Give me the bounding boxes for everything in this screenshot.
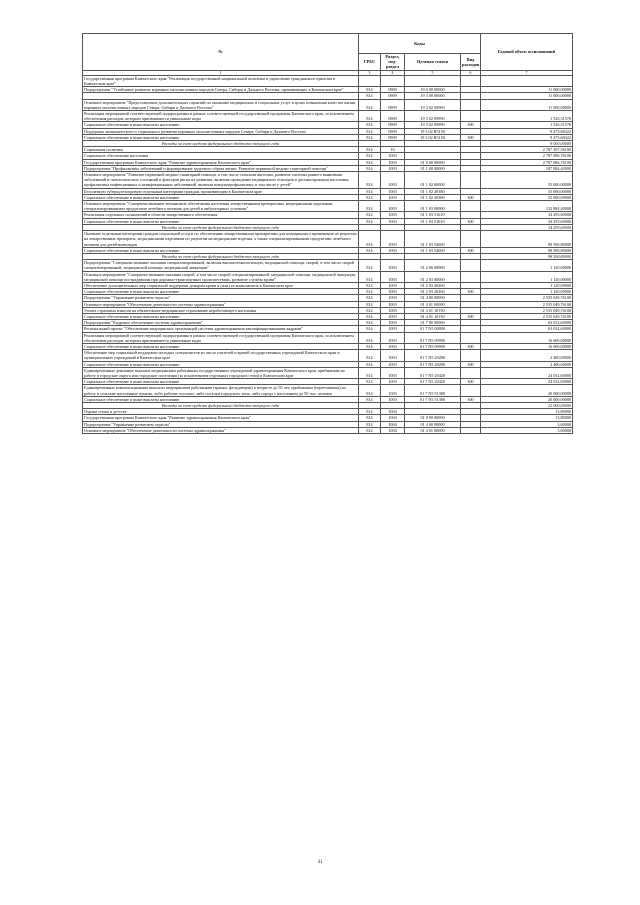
row-expense-type: 300 (461, 361, 481, 367)
row-amount: 2 535 049,76100 (481, 295, 573, 301)
row-amount: 98 590,80000 (481, 253, 573, 259)
row-name: Основное мероприятие "Развитие первичной медико-санитарной помощи, в том числе сельским жителям, развитие системы раннего выявления заболеваний и патологических состояний и факторов риска их развития, включая проведение медицинских осмотров и диспансеризации населения, профилактика инфекционных и неинфекционных заболеваний, включая иммунопрофилактику, в том числе у детей" (83, 172, 359, 189)
row-grbs: 814 (359, 350, 381, 361)
row-section: 0909 (381, 111, 405, 122)
row-section: 1003 (381, 307, 405, 313)
row-amount: 55 000,00000 (481, 172, 573, 189)
row-expense-type: 300 (461, 396, 481, 402)
row-name: Обеспечение дополнительных мер социальной поддержки донорам крови и (или) ее компонентов в Камчатском крае (83, 282, 359, 288)
row-target: 01 1 02 20380 (405, 188, 461, 194)
row-target: 01 2 03 20260 (405, 282, 461, 288)
row-amount: 9 000,00000 (481, 141, 573, 147)
row-section: 1003 (381, 188, 405, 194)
row-amount: 63 032,60000 (481, 320, 573, 326)
row-grbs: 814 (359, 260, 381, 271)
table-row (83, 385, 573, 396)
index-cell: 7 (481, 70, 573, 75)
row-amount: 1 120,00000 (481, 260, 573, 271)
row-amount: 2 535 049,76100 (481, 313, 573, 319)
row-section: 0909 (381, 134, 405, 140)
table-row (83, 99, 573, 110)
page-number: 41 (317, 860, 323, 865)
row-grbs: 814 (359, 361, 381, 367)
row-expense-type (461, 172, 481, 189)
table-row (83, 111, 573, 122)
table-row (83, 201, 573, 212)
row-target: 01 0 00 00000 (405, 415, 461, 421)
row-section: 1003 (381, 320, 405, 326)
row-amount: 20 000,00000 (481, 385, 573, 396)
row-name: Единовременные компенсационные выплаты медицинским работникам (врачам, фельдшерам) в возрасте до 50 лет, прибывшим (переехавшим) на работу в сельские населенные пункты, либо рабочие поселки, либо поселки городского типа, либо города с населением до 50 тыс. человек (83, 385, 359, 396)
row-target: 01 7 N5 00000 (405, 326, 461, 332)
header-grbs: ГРБС (359, 54, 381, 71)
row-amount: 2 787 086,76100 (481, 159, 573, 165)
row-section: 1003 (381, 218, 405, 224)
row-target: 01 4 01 10150 (405, 313, 461, 319)
row-name: Основное мероприятие "Предоставление дополнительных гарантий по оказанию медицинских и социальных услуг и целях повышения качества жизни коренных малочисленных народов Севера, Сибири и Дальнего Востока" (83, 99, 359, 110)
row-target: 01 7 N5 09990 (405, 343, 461, 349)
row-amount: 34 293,60000 (481, 224, 573, 230)
row-grbs: 814 (359, 301, 381, 307)
row-amount: 1 120,00000 (481, 282, 573, 288)
row-amount: 11 000,00000 (481, 93, 573, 99)
row-amount: 2 535 049,76100 (481, 301, 573, 307)
row-name: Уплата страховых взносов на обязательное медицинское страхование неработающего населения (83, 307, 359, 313)
row-name: Реализация мероприятий соответствующей подпрограммы в рамках соответствующей государственной программы Камчатского края, за исключением обеспечения расходов, которым присваиваются уникальные коды (83, 111, 359, 122)
row-target: 01 2 00 00000 (405, 260, 461, 271)
row-amount: 11 000,00000 (481, 87, 573, 93)
row-target: 01 4 01 00000 (405, 427, 461, 433)
header-expense-type: Вид расходов (461, 54, 481, 71)
row-section: 1003 (381, 153, 405, 159)
row-target: 01 2 03 20260 (405, 289, 461, 295)
row-target: 19 3 02 09990 (405, 111, 461, 122)
row-amount: 1 526,31578 (481, 111, 573, 122)
table-row (83, 427, 573, 433)
row-section: 1003 (381, 396, 405, 402)
row-amount: 24 032,60000 (481, 379, 573, 385)
row-section: 1003 (381, 326, 405, 332)
row-name: Оказание отдельным категориям граждан социальной услуги по обеспечению лекарственными препаратами для медицинского применения по рецептам на лекарственные препараты, медицинскими изделиями по рецептам на медицинские изделия, а также специализированными продуктами лечебного питания для детей-инвалидов (84, 231, 357, 247)
row-target: 01 7 N5 20420 (405, 367, 461, 378)
row-grbs: 814 (359, 147, 381, 153)
row-section: 1003 (381, 282, 405, 288)
row-section: 1003 (381, 289, 405, 295)
row-target: 01 4 00 00000 (405, 295, 461, 301)
row-target: 01 1 00 00000 (405, 165, 461, 171)
row-target: 01 7 N5 20420 (405, 379, 461, 385)
row-target: 01 1 03 51610 (405, 212, 461, 218)
index-cell: 3 (359, 70, 381, 75)
row-expense-type (461, 201, 481, 212)
row-grbs: 814 (359, 93, 381, 99)
row-expense-type: 300 (461, 122, 481, 128)
table-row (83, 367, 573, 378)
row-name: Основное мероприятие "Совершенствование механизмов обеспечения населения лекарственными препаратами, медицинскими изделиями, специализированными продуктами лечебного питания для детей в амбулаторных условиях" (83, 201, 359, 212)
row-section: 1003 (381, 343, 405, 349)
row-amount: 98 590,80000 (481, 247, 573, 253)
row-expense-type (461, 75, 481, 86)
row-name: Социальное обеспечение и иные выплаты населению (83, 379, 359, 385)
row-section: 1003 (381, 379, 405, 385)
row-target: 19 3 02 00000 (405, 99, 461, 110)
row-grbs: 814 (359, 367, 381, 378)
row-name: Социальное обеспечение населения (83, 153, 359, 159)
row-amount: 63 032,60000 (481, 326, 573, 332)
row-expense-type: 300 (461, 247, 481, 253)
row-name: Основное мероприятие "Совершенствование оказания скорой, в том числе скорой специализированной, медицинской помощи, медицинской эвакуации, медицинской помощи пострадавшим при дорожно-транспортных происшествиях, развитие службы крови" (83, 271, 359, 282)
row-expense-type: 300 (461, 194, 481, 200)
row-amount: 55 000,00000 (481, 194, 573, 200)
row-name: Социальное обеспечение и иные выплаты населению (83, 343, 359, 349)
row-section: 1004 (381, 415, 405, 421)
row-amount: 12 000,00000 (481, 402, 573, 408)
row-target: 01 0 00 00000 (405, 159, 461, 165)
row-target: 01 4 01 00000 (405, 301, 461, 307)
row-grbs: 814 (359, 111, 381, 122)
table-row (83, 332, 573, 343)
row-grbs: 814 (359, 326, 381, 332)
row-section: 1003 (381, 385, 405, 396)
row-target: 01 1 02 00000 (405, 172, 461, 189)
row-amount: 2 535 049,76100 (481, 307, 573, 313)
row-amount: 2 787 086,76100 (481, 153, 573, 159)
table-header (83, 34, 573, 76)
budget-table (82, 33, 573, 434)
row-grbs: 814 (359, 289, 381, 295)
row-name: Обеспечение мер социальной поддержки молодых специалистов из числа учителей и врачей государственных учреждений Камчатского края и муниципальных учреждений в Камчатском крае (83, 350, 359, 361)
row-expense-type: 300 (461, 379, 481, 385)
row-target: 19 3 02 R5150 (405, 128, 461, 134)
row-target: 01 1 03 51610 (405, 218, 461, 224)
row-expense-type (461, 350, 481, 361)
index-cell: 5 (405, 70, 461, 75)
row-target: 19 3 00 00000 (405, 93, 461, 99)
row-name: Основное мероприятие "Обеспечение деятельности системы здравоохранения" (83, 427, 359, 433)
row-name: Социальная политика (83, 147, 359, 153)
row-name: Расходы за счет средств федерального бюджета текущего года (83, 224, 359, 230)
row-name: Подпрограмма "Устойчивое развитие коренных малочисленных народов Севера, Сибири и Дальнего Востока, проживающих в Камчатском крае" (83, 87, 359, 93)
row-grbs (359, 75, 381, 86)
row-grbs: 814 (359, 99, 381, 110)
row-section: 1003 (381, 172, 405, 189)
row-target: 19 3 02 09990 (405, 122, 461, 128)
row-amount: 13,80000 (481, 415, 573, 421)
row-name: Социальное обеспечение и иные выплаты населению (83, 122, 359, 128)
row-section: 1003 (381, 361, 405, 367)
row-section: 1004 (381, 421, 405, 427)
table-row (83, 350, 573, 361)
row-name: Социальное обеспечение и иные выплаты населению (83, 313, 359, 319)
row-name: Расходы за счет средств федерального бюджета текущего года (83, 402, 359, 408)
row-section: 0909 (381, 122, 405, 128)
row-grbs: 814 (359, 320, 381, 326)
row-amount: 132 884,40000 (481, 201, 573, 212)
row-grbs: 814 (359, 153, 381, 159)
row-section: 1003 (381, 201, 405, 212)
row-expense-type (461, 231, 481, 248)
row-target: 01 1 02 20380 (405, 194, 461, 200)
row-section: 1003 (381, 247, 405, 253)
row-name: Единовременные денежные выплаты медицинским работникам государственных учреждений здравоохранения Камчатского края, прибывшим на работу в городские округа или городские поселения (за исключением отдельных городского типа) в Камчатском крае (83, 367, 359, 378)
budget-table-sheet (82, 33, 572, 434)
row-name: Социальное обеспечение и иные выплаты населению (83, 218, 359, 224)
header-number: № (83, 34, 359, 71)
row-expense-type: 300 (461, 218, 481, 224)
row-expense-type: 300 (461, 313, 481, 319)
row-grbs: 814 (359, 194, 381, 200)
row-target: 01 4 00 00000 (405, 421, 461, 427)
row-target: 19 3 02 R5150 (405, 134, 461, 140)
row-name: Социальное обеспечение и иные выплаты населению (83, 396, 359, 402)
row-section: 1004 (381, 409, 405, 415)
row-grbs: 814 (359, 343, 381, 349)
header-amount: Годовой объем ассигнований (481, 34, 573, 71)
row-target: 01 7 N5 20280 (405, 350, 461, 361)
row-amount: 20 000,00000 (481, 396, 573, 402)
row-name: Социальное обеспечение и иные выплаты населению (83, 361, 359, 367)
row-name: Социальное обеспечение и иные выплаты населению (83, 289, 359, 295)
row-name: Основное мероприятие "Обеспечение деятельности системы здравоохранения" (83, 301, 359, 307)
row-grbs: 814 (359, 231, 381, 248)
row-name: Подпрограмма "Управление развитием отрасли" (83, 421, 359, 427)
row-amount: 34 293,60000 (481, 218, 573, 224)
row-section: 1003 (381, 260, 405, 271)
row-expense-type (461, 111, 481, 122)
row-name: Реализация мероприятий соответствующей подпрограммы в рамках соответствующей государственной программы Камчатского края, за исключением обеспечения расходов, которым присваиваются уникальные коды (83, 332, 359, 343)
row-amount: 3,60000 (481, 427, 573, 433)
row-target: 01 7 N5 51380 (405, 385, 461, 396)
row-amount: 1 120,00000 (481, 289, 573, 295)
row-target: 01 7 N5 09990 (405, 332, 461, 343)
row-grbs: 814 (359, 218, 381, 224)
row-name: Региональный проект "Обеспечение медицинских организаций системы здравоохранения квалифицированными кадрами" (83, 326, 359, 332)
row-section: 1003 (381, 231, 405, 248)
row-grbs: 814 (359, 172, 381, 189)
row-grbs: 814 (359, 165, 381, 171)
row-amount: 16 600,00000 (481, 332, 573, 343)
table-row (83, 172, 573, 189)
row-target: 01 1 03 54600 (405, 247, 461, 253)
row-section: 1003 (381, 159, 405, 165)
row-section: 1003 (381, 332, 405, 343)
row-name: Государственная программа Камчатского края "Развитие здравоохранения Камчатского края" (83, 415, 359, 421)
row-grbs: 814 (359, 159, 381, 165)
row-name: Расходы за счет средств федерального бюджета текущего года (83, 253, 359, 259)
row-grbs: 814 (359, 247, 381, 253)
row-grbs: 814 (359, 188, 381, 194)
row-name: Подпрограмма "Профилактика заболеваний и формирование здорового образа жизни. Развитие первичной медико-санитарной помощи" (83, 165, 359, 171)
row-grbs: 814 (359, 307, 381, 313)
row-target: 01 7 N5 20280 (405, 361, 461, 367)
row-amount: 55 000,00000 (481, 188, 573, 194)
row-section: 1004 (381, 427, 405, 433)
row-name: Поддержка экономического и социального развития коренных малочисленных народов Севера, Сибири и Дальнего Востока (83, 128, 359, 134)
row-grbs: 814 (359, 427, 381, 433)
header-target: Целевая статья (405, 54, 461, 71)
row-amount: 98 590,80000 (481, 231, 573, 248)
row-name: Государственная программа Камчатского края "Реализация государственной национальной политики и укрепление гражданского единства в Камчатском крае" (83, 75, 359, 86)
row-grbs: 814 (359, 385, 381, 396)
row-expense-type (461, 427, 481, 433)
row-amount: 187 884,40000 (481, 165, 573, 171)
row-section: 1003 (381, 313, 405, 319)
row-amount: 1 120,00000 (481, 271, 573, 282)
row-section: 0909 (381, 99, 405, 110)
row-name: Государственная программа Камчатского края "Развитие здравоохранения Камчатского края" (83, 159, 359, 165)
row-target: 19 0 00 00000 (405, 87, 461, 93)
row-amount: 9 473,68422 (481, 128, 573, 134)
row-amount: 2 787 107,56100 (481, 147, 573, 153)
row-name: Социальное обеспечение и иные выплаты населению (83, 134, 359, 140)
row-target: 01 7 N5 51380 (405, 396, 461, 402)
row-target: 01 7 00 00000 (405, 320, 461, 326)
row-grbs: 814 (359, 396, 381, 402)
row-name: Подпрограмма "Кадровое обеспечение системы здравоохранения" (83, 320, 359, 326)
row-expense-type: 300 (461, 343, 481, 349)
header-codes: Коды (359, 34, 481, 54)
row-name: Расходы за счет средств федерального бюджета текущего года (83, 141, 359, 147)
row-grbs: 814 (359, 332, 381, 343)
row-section: 10 (381, 147, 405, 153)
row-name: Подпрограмма "Совершенствование оказания специализированной, включая высокотехнологичную, медицинской помощи, скорой, в том числе скорой специализированной, медицинской помощи, медицинской эвакуации" (83, 260, 359, 271)
row-target: 01 2 03 00000 (405, 271, 461, 282)
row-name: Социальное обеспечение и иные выплаты населению (83, 247, 359, 253)
row-name: Социальное обеспечение и иные выплаты населению (83, 194, 359, 200)
row-amount: 34 293,60000 (481, 212, 573, 218)
row-amount: 11 000,00000 (481, 99, 573, 110)
row-grbs: 814 (359, 271, 381, 282)
row-expense-type: 300 (461, 289, 481, 295)
row-amount (481, 75, 573, 86)
row-expense-type: 300 (461, 134, 481, 140)
row-section: 1003 (381, 350, 405, 361)
row-expense-type (461, 99, 481, 110)
index-cell: 1 (83, 70, 359, 75)
row-grbs: 814 (359, 282, 381, 288)
row-amount: 1 526,31578 (481, 122, 573, 128)
row-section (381, 75, 405, 86)
row-amount: 2 400,00000 (481, 350, 573, 361)
row-section: 1003 (381, 271, 405, 282)
row-grbs: 814 (359, 122, 381, 128)
table-row (83, 260, 573, 271)
row-section: 1003 (381, 295, 405, 301)
row-amount: 9 473,68422 (481, 134, 573, 140)
row-grbs: 814 (359, 295, 381, 301)
row-expense-type (461, 385, 481, 396)
row-amount: 13,80000 (481, 409, 573, 415)
row-amount: 2 400,00000 (481, 361, 573, 367)
row-section: 1003 (381, 301, 405, 307)
row-target: 01 1 03 00000 (405, 201, 461, 212)
row-section: 1003 (381, 194, 405, 200)
row-grbs: 814 (359, 313, 381, 319)
row-name: Бесплатную туберкулезопровую отдельным категориям граждан, проживающим в Камчатском крае (83, 188, 359, 194)
row-amount: 16 600,00000 (481, 343, 573, 349)
row-section: 1003 (381, 212, 405, 218)
row-grbs: 814 (359, 415, 381, 421)
row-grbs: 814 (359, 409, 381, 415)
row-grbs: 814 (359, 201, 381, 212)
row-name: Подпрограмма "Управление развитием отрасли" (83, 295, 359, 301)
row-expense-type (461, 367, 481, 378)
row-name: Реализация отдельных полномочий в области лекарственного обеспечения (83, 212, 359, 218)
row-section: 0909 (381, 93, 405, 99)
index-cell: 6 (461, 70, 481, 75)
row-section: 0909 (381, 87, 405, 93)
header-section: Раздел, под-раздел (381, 54, 405, 71)
row-grbs: 814 (359, 421, 381, 427)
row-grbs: 814 (359, 212, 381, 218)
row-expense-type (461, 332, 481, 343)
table-row (83, 271, 573, 282)
row-grbs: 814 (359, 134, 381, 140)
row-grbs: 814 (359, 379, 381, 385)
row-amount: 24 032,60000 (481, 367, 573, 378)
table-body (83, 75, 573, 433)
index-cell: 4 (381, 70, 405, 75)
row-grbs: 814 (359, 128, 381, 134)
row-expense-type (461, 260, 481, 271)
row-target (405, 75, 461, 86)
row-section: 1003 (381, 367, 405, 378)
row-expense-type (461, 271, 481, 282)
row-section: 1003 (381, 165, 405, 171)
row-name: Охрана семьи и детства (83, 409, 359, 415)
table-row (83, 75, 573, 86)
row-amount: 3,60000 (481, 421, 573, 427)
row-target: 01 4 01 10150 (405, 307, 461, 313)
table-row (83, 231, 573, 248)
row-section: 0909 (381, 128, 405, 134)
row-grbs: 814 (359, 87, 381, 93)
row-target: 01 1 03 54600 (405, 231, 461, 248)
